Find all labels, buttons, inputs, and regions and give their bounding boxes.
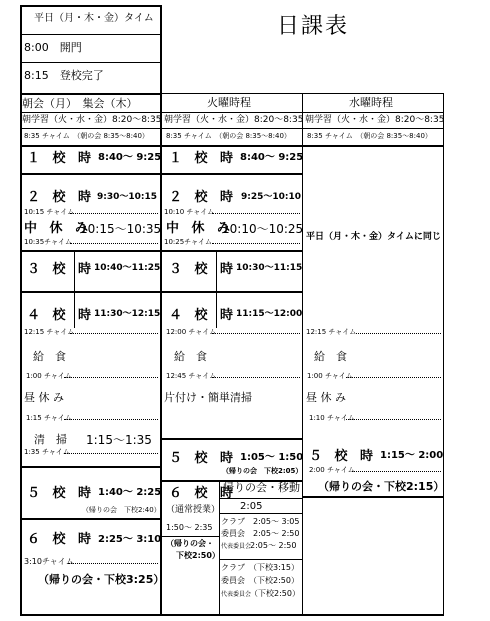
tue-morning-study: 朝学習（火・水・金）8:20～8:35 xyxy=(164,115,304,125)
tue-committee-1: 委員会 2:05～ 2:50 xyxy=(221,529,300,538)
tue-lunch: 給 食 xyxy=(174,350,207,363)
tue-dismissal-1: （帰りの会・ xyxy=(166,539,214,548)
tuesday-header: 火曜時程 xyxy=(207,96,251,109)
tue-period-6-time: 1:50～ 2:35 xyxy=(166,523,213,532)
mon-period-1: １ 校 時 xyxy=(27,151,96,166)
tue-period-4: ４ 校 時 xyxy=(169,308,238,323)
mon-morning-study: 朝学習（火・水・金）8:20～8:35 xyxy=(22,115,162,125)
mon-chime-115: 1:15 チャイム xyxy=(26,414,72,422)
tue-period-3-time: 10:30～11:15 xyxy=(236,263,303,273)
morning-assembly-header: 朝会（月） 集会（木） xyxy=(22,97,138,110)
tue-rep-committee-2-time: （下校2:50） xyxy=(250,589,300,598)
tue-period-5-time: 1:05～ 1:50 xyxy=(240,452,304,463)
tue-club-1: クラブ 2:05～ 3:05 xyxy=(221,517,300,526)
tue-period-2-time: 9:25～10:10 xyxy=(241,192,302,202)
mon-period-5: ５ 校 時 xyxy=(27,486,96,501)
mon-chime-100: 1:00 チャイム xyxy=(26,372,72,380)
tue-homeroom-move: 帰りの会・移動 xyxy=(223,481,300,494)
page-title: 日課表 xyxy=(277,14,350,39)
tue-chime-1200: 12:00 チャイム xyxy=(166,328,217,336)
tue-dismissal-2: 下校2:50） xyxy=(176,551,220,560)
mon-chime-1035: 10:35チャイム xyxy=(24,238,72,246)
gate-open-time: 8:00 開門 xyxy=(24,41,82,54)
mon-period-1-time: 8:40～ 9:25 xyxy=(98,152,162,163)
wed-dismissal: （帰りの会・下校2:15） xyxy=(318,480,445,493)
mon-chime-310: 3:10チャイム xyxy=(24,557,74,566)
wed-chime-100: 1:00 チャイム xyxy=(307,372,353,380)
mon-morning-break-time: 10:15～10:35 xyxy=(80,222,162,236)
tue-rep-committee-2: 代表委員会 xyxy=(221,591,252,598)
mon-chime-1215: 12:15 チャイム xyxy=(24,328,75,336)
mon-period-2: ２ 校 時 xyxy=(27,190,96,205)
mon-homeroom-note: （帰りの会 下校2:40） xyxy=(82,506,161,514)
tue-period-6-sub: （通常授業） xyxy=(166,505,221,515)
wed-lunch: 給 食 xyxy=(314,350,347,363)
tue-time-205: 2:05 xyxy=(240,501,263,512)
wed-period-5: ５ 校 時 xyxy=(309,449,378,464)
wednesday-header: 水曜時程 xyxy=(349,96,393,109)
wed-lunch-break: 昼 休 み xyxy=(306,391,346,404)
mon-period-6-time: 2:25～ 3:10 xyxy=(98,534,162,545)
tue-period-5: ５ 校 時 xyxy=(169,451,238,466)
tue-period-2: ２ 校 時 xyxy=(169,190,238,205)
tue-committee-2: 委員会 （下校2:50） xyxy=(221,576,299,585)
mon-period-3-time: 10:40～11:25 xyxy=(94,263,161,273)
wed-chime-835: 8:35 チャイム （朝の会 8:35～8:40） xyxy=(307,132,432,140)
wed-morning-study: 朝学習（火・水・金）8:20～8:35 xyxy=(305,115,445,125)
mon-chime-135: 1:35 チャイム xyxy=(24,448,70,456)
tue-club-2: クラブ （下校3:15） xyxy=(221,563,299,572)
mon-chime-835: 8:35 チャイム （朝の会 8:35～8:40） xyxy=(24,132,149,140)
wed-chime-110: 1:10 チャイム xyxy=(309,414,355,422)
wed-period-5-time: 1:15～ 2:00 xyxy=(380,450,444,461)
tue-period-5-note: （帰りの会 下校2:05） xyxy=(222,467,303,475)
mon-lunch: 給 食 xyxy=(33,350,66,363)
tue-period-3: ３ 校 時 xyxy=(169,262,238,277)
tue-chime-1010: 10:10 チャイム xyxy=(164,208,215,216)
wed-chime-1215: 12:15 チャイム xyxy=(306,328,357,336)
tue-period-1: １ 校 時 xyxy=(169,151,238,166)
wed-chime-200: 2:00 チャイム xyxy=(309,466,355,474)
tue-period-6: ６ 校 時 xyxy=(169,486,238,501)
mon-dismissal: （帰りの会・下校3:25） xyxy=(38,573,165,586)
weekday-time-header: 平日（月・木・金）タイム xyxy=(34,13,154,24)
tue-morning-break-time: 10:10～10:25 xyxy=(222,222,304,236)
tue-rep-committee-1-time: 2:05～ 2:50 xyxy=(250,541,297,550)
tue-period-4-time: 11:15～12:00 xyxy=(236,309,303,319)
mon-period-3: ３ 校 時 xyxy=(27,262,96,277)
arrival-time: 8:15 登校完了 xyxy=(24,69,104,82)
mon-chime-1015: 10:15 チャイム xyxy=(24,208,75,216)
mon-period-4-time: 11:30～12:15 xyxy=(94,309,161,319)
tue-morning-break: 中 休 み xyxy=(166,221,235,236)
mon-cleaning-time: 1:15～1:35 xyxy=(86,433,152,447)
tue-cleanup: 片付け・簡単清掃 xyxy=(164,391,252,404)
mon-period-2-time: 9:30～10:15 xyxy=(97,192,158,202)
tue-period-1-time: 8:40～ 9:25 xyxy=(240,152,304,163)
mon-period-4: ４ 校 時 xyxy=(27,308,96,323)
tue-chime-835: 8:35 チャイム （朝の会 8:35～8:40） xyxy=(166,132,291,140)
tue-chime-1025: 10:25チャイム xyxy=(164,238,212,246)
mon-period-5-time: 1:40～ 2:25 xyxy=(98,487,162,498)
mon-period-6: ６ 校 時 xyxy=(27,532,96,547)
tue-rep-committee-1: 代表委員会 xyxy=(221,543,252,550)
mon-cleaning: 清 掃 xyxy=(34,433,67,446)
mon-morning-break: 中 休 み xyxy=(24,221,93,236)
wed-same-as-weekday: 平日（月・木・金）タイムに同じ xyxy=(306,232,441,242)
mon-lunch-break: 昼 休 み xyxy=(24,391,64,404)
tue-chime-1245: 12:45 チャイム xyxy=(166,372,217,380)
